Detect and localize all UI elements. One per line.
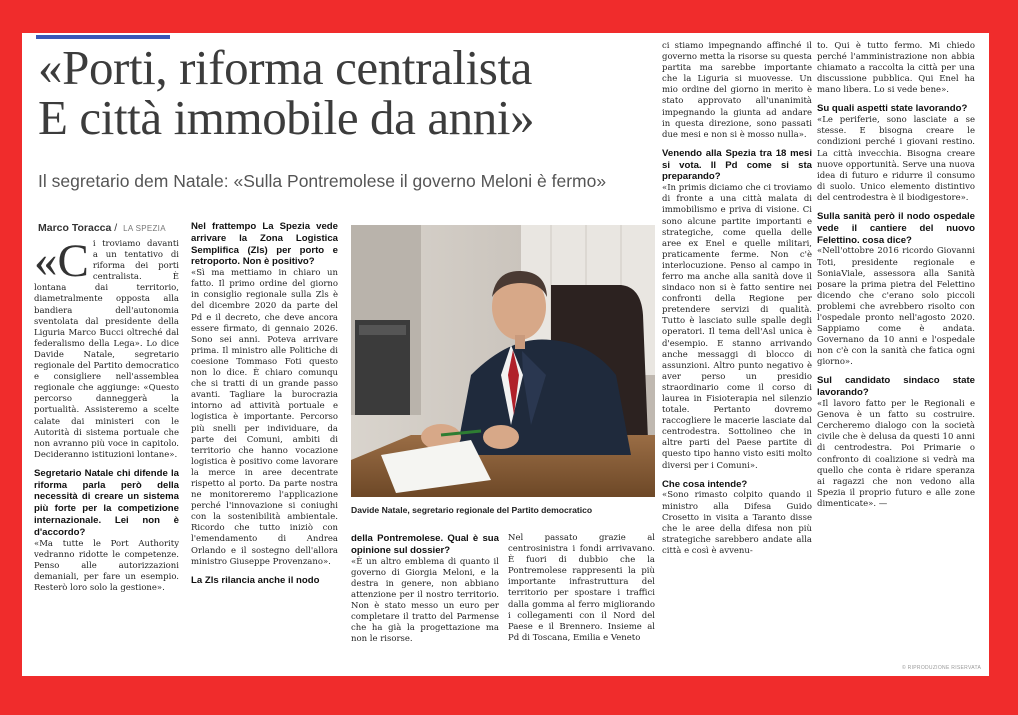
byline: [38, 222, 166, 234]
column-3a: [351, 533, 499, 661]
section-accent-bar: [36, 35, 170, 39]
headline-line-2: E città immobile da anni»: [38, 90, 535, 145]
intro-paragraph: [34, 239, 179, 461]
subtitle: Il segretario dem Natale: «Sulla Pontremolese il governo Meloni è fermo»: [38, 171, 607, 191]
question: Che cosa intende?: [662, 478, 748, 490]
question: Segretario Natale chi difende la riforma parla però della necessità di creare un sistema più forte per la competizione internazionale. Lei non è d'accordo?: [34, 467, 179, 538]
newspaper-page: [22, 33, 989, 676]
answer: «Sono rimasto colpito quando il ministro alla Difesa Guido Crosetto in visita a Taranto disse che le aree della difesa non più strategiche sarebbero andate alla città e così è avvenu-: [662, 490, 812, 556]
column-3b: [508, 533, 655, 661]
portrait-illustration: [351, 225, 655, 497]
byline-separator: /: [114, 222, 118, 234]
question: Sul candidato sindaco state lavorando?: [817, 375, 975, 399]
question: Sulla sanità però il nodo ospedale vede il cantiere del nuovo Felettino. cosa dice?: [817, 211, 975, 246]
question: Nel frattempo La Spezia vede arrivare la Zona Logistica Semplifica (Zls) per porto e retroporto. Non è positivo?: [191, 221, 338, 268]
copyright-notice: © RIPRODUZIONE RISERVATA: [902, 665, 982, 671]
answer: «Il lavoro fatto per le Regionali e Genova è un fatto su costruire. Cercheremo dialogo con la società civile che è delusa da questi 10 anni di centrodestra. Poi Primarie o confronto di coalizione si vedrà ma quello che conta è ridare speranza ai ragazzi che non vedono alla Spezia il proprio futuro e alle zone dimenticate». —: [817, 399, 975, 509]
column-4: [662, 41, 812, 666]
answer: «È un altro emblema di quanto il governo di Giorgia Meloni, e la destra in genere, non abbiano attenzione per il nostro territorio. Non è stato messo un euro per completare il tratto del Parmense che ha già la progettazione ma non le risorse.: [351, 556, 499, 645]
answer: «Sì ma mettiamo in chiaro un fatto. Il primo ordine del giorno in consiglio regionale sulla Zls è del dicembre 2020 da parte del Pd e il decreto, che deve ancora essere firmato, di gennaio 2026. Sono sei anni. Poteva arrivare prima. Il ministro alle Politiche di coesione Tommaso Foti questo non lo dice. È chiaro comunqu che si tratti di un grande passo avanti. Tagliare la burocrazia intorno ad attività portuale e logistica è importante. Percorso più snelli per individuare, da parte dei Comuni, ambiti di territorio che hanno vocazione logistica è positivo come lavorare la merce in aree decentrate rispetto al porto. Da parte nostra ne monitoreremo l'applicazione perché l'innovazione si coniughi con la sostenibilità ambientale. Ricordo che tutto iniziò con l'emendamento di Andrea Orlando e il sostegno dell'allora ministro Giuseppe Provenzano».: [191, 268, 338, 567]
question: Venendo alla Spezia tra 18 mesi si vota. Il Pd come si sta preparando?: [662, 147, 812, 183]
column-2: [191, 221, 338, 661]
answer: Nel passato grazie al centrosinistra i fondi arrivavano. È fuori di dubbio che la Pontremolese rappresenti la più importante infrastruttura del territorio per spostare i traffici dalla gomma al ferro migliorando i collegamenti con il Nord del Paese e il Brennero. Insieme al Pd di Toscana, Emilia e Veneto: [508, 533, 655, 643]
photo-caption: Davide Natale, segretario regionale del Partito democratico: [351, 505, 593, 515]
answer: «Le periferie, sono lasciate a se stesse. E bisogna creare le condizioni perché i giovani restino. La città invecchia. Bisogna creare nuove opportunità. Serve una nuova idea di futuro e ridurre il consumo di suolo. Unico elemento distintivo del centrodestra è il biodigestore».: [817, 115, 975, 203]
answer: «In primis diciamo che ci troviamo di fronte a una città malata di immobilismo e priva di visione. Ci sono alcune partite importanti e strategiche, come quella delle aree ex Enel e quelle militari, praticamente ferme. Non c'è interlocuzione. Penso al campo in ferro ma anche alla sanità dove il sindaco non si è fatto sentire nei confronti della Regione per pretendere servizi di qualità. Tutto è lasciato sulle spalle degli operatori. Il tema dell'Asl unica è d'esempio. E stanno arrivando anche messaggi di blocco di assunzioni. Altro punto negativo è aver perso un presidio straordinario come il corso di laurea in Fisioterapia nel silenzio totale. Pertanto dovremo raccogliere le macerie lasciate dal centrodestra. Sottolineo che in altre parti del Paese partite di questo tipo hanno visto esiti molto diversi per i Comuni».: [662, 183, 812, 471]
answer-continued: to. Qui è tutto fermo. Mi chiedo perché l'amministrazione non abbia chiamato a raccolta la città per una discussione pubblica. Qui Enel ha mano libera. Lo si vede bene».: [817, 41, 975, 96]
question: della Pontremolese. Qual è sua opinione sul dossier?: [351, 533, 499, 556]
column-1: [34, 239, 179, 676]
headline-line-1: «Porti, riforma centralista: [38, 40, 533, 95]
question-continued: La Zls rilancia anche il nodo: [191, 574, 320, 586]
dateline-location: LA SPEZIA: [123, 224, 166, 233]
intro-text: i troviamo davanti a un tentativo di riforma dei porti centralista. È lontana dai territorio, diametralmente opposta alla bandiera dell'autonomia sventolata dal presidente della Liguria Marco Bucci oltreché dal federalismo della Lega». Lo dice Davide Natale, segretario regionale del Partito democratico e consigliere nell'assemblea regionale che aggiunge: «Questo percorso danneggerà la portualità. Assisteremo a scelte calate dai ministeri con le Autorità di sistema portuale che non avranno più voce in capitolo. Decideranno istituzioni lontane».: [34, 239, 179, 460]
question: Su quali aspetti state lavorando?: [817, 103, 968, 115]
answer: «Nell'ottobre 2016 ricordo Giovanni Toti, presidente regionale e SoniaViale, assessora alla Sanità posare la prima pietra del Felettino dicendo che c'erano solo piccoli problemi che avrebbero risolto con l'ospedale pronto nell'agosto 2020. Sappiamo come è andata. Governano da 10 anni e l'ospedale non c'è con la sanità che fatica ogni giorno».: [817, 246, 975, 368]
answer-continued: ci stiamo impegnando affinché il governo metta la risorse su questa partita ma sarebbe importante che la Liguria si muovesse. Un mio ordine del giorno in merito è stato approvato all'unanimità impegnando la giunta ad andare in questa direzione, sono passati due mesi e non si è mosso nulla».: [662, 41, 812, 140]
author-name: Marco Toracca: [38, 222, 112, 234]
column-5: [817, 41, 975, 666]
answer: «Ma tutte le Port Authority vedranno ridotte le competenze. Penso alle autorizzazioni demaniali, per fare un esempio. Resterò loro solo la gestione».: [34, 538, 179, 594]
portrait-photo: [351, 225, 655, 497]
drop-cap: «C: [34, 239, 89, 287]
